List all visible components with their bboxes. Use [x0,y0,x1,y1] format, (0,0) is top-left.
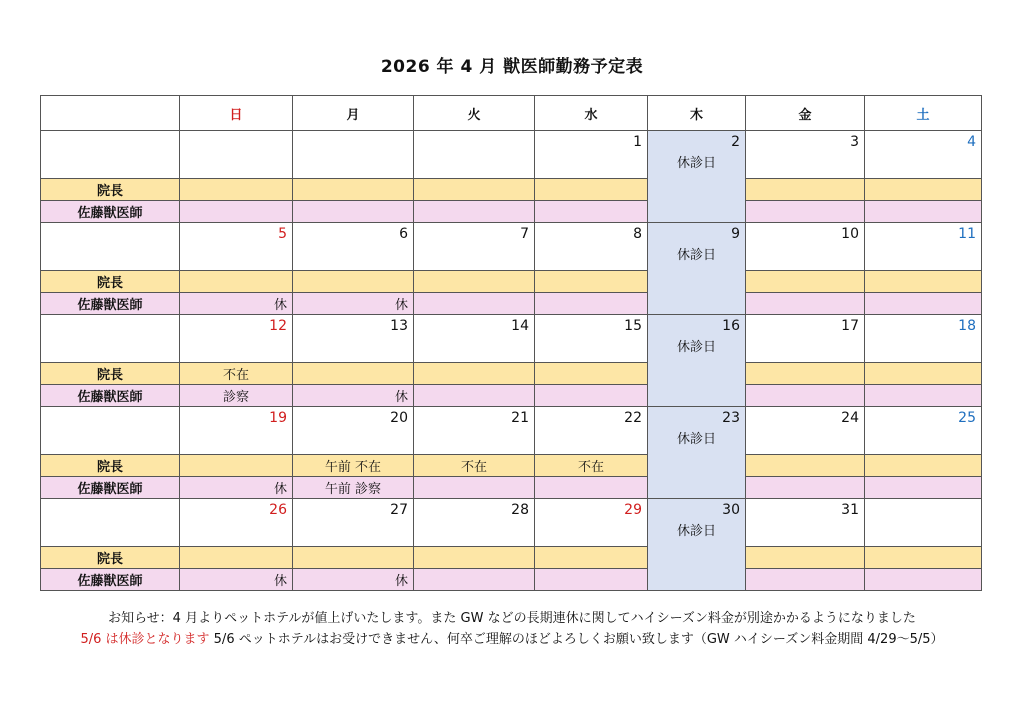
director-cell [293,179,414,201]
notice-line-2 [0,628,1024,647]
vet-cell: 休 [180,569,293,591]
closed-day-note: 休診日 [676,340,716,355]
director-cell [865,363,982,385]
row-label-empty [41,407,180,455]
vet-cell [414,569,535,591]
director-cell [180,547,293,569]
row-label-empty [41,223,180,271]
vet-cell [414,477,535,499]
director-cell: 不在 [180,363,293,385]
weekday-mon: 月 [293,96,414,131]
vet-label: 佐藤獣医師 [41,569,180,591]
director-cell: 午前 不在 [293,455,414,477]
week-4-director-row [41,455,982,477]
date-cell [865,499,982,547]
director-label: 院長 [41,179,180,201]
date-cell: 5 [180,223,293,271]
weekday-sat: 土 [865,96,982,131]
director-cell [535,363,648,385]
date-cell: 21 [414,407,535,455]
date-cell: 19 [180,407,293,455]
date-number: 30 [722,502,740,518]
director-cell [180,271,293,293]
pet-hotel-notice: 5/6 ペットホテルはお受けできません、何卒ご理解のほどよろしくお願い致します（GW ハイシーズン料金期間 4/29～5/5） [209,632,944,647]
date-cell: 3 [746,131,865,179]
date-cell: 22 [535,407,648,455]
date-cell [293,131,414,179]
row-label-empty [41,131,180,179]
director-cell [746,179,865,201]
date-number: 23 [722,410,740,426]
page-title: 2026 年 4 月 獣医師勤務予定表 [380,57,644,77]
thursday-closed-cell [648,131,746,223]
vet-cell [293,201,414,223]
date-cell: 7 [414,223,535,271]
director-label: 院長 [41,363,180,385]
weekday-thu: 木 [648,96,746,131]
week-3-date-row [41,315,982,363]
vet-cell [865,293,982,315]
week-1-vet-row [41,201,982,223]
vet-cell [535,477,648,499]
date-cell: 18 [865,315,982,363]
vet-cell [414,385,535,407]
vet-cell [865,569,982,591]
vet-cell: 休 [293,293,414,315]
director-cell: 不在 [535,455,648,477]
director-cell [414,363,535,385]
vet-cell [180,201,293,223]
vet-cell [746,569,865,591]
week-4-vet-row [41,477,982,499]
date-cell: 27 [293,499,414,547]
vet-cell [535,293,648,315]
vet-cell [414,293,535,315]
weekday-fri: 金 [746,96,865,131]
director-cell [865,455,982,477]
thursday-closed-cell [648,223,746,315]
date-cell [180,131,293,179]
closed-day-note: 休診日 [676,432,716,447]
director-label: 院長 [41,271,180,293]
director-label: 院長 [41,455,180,477]
week-2-date-row [41,223,982,271]
director-cell [865,547,982,569]
vet-label: 佐藤獣医師 [41,477,180,499]
date-cell [414,131,535,179]
weekday-tue: 火 [414,96,535,131]
vet-cell: 診察 [180,385,293,407]
director-cell [535,547,648,569]
vet-cell [865,385,982,407]
schedule-calendar [40,95,982,591]
director-cell [746,547,865,569]
director-cell [414,179,535,201]
date-cell: 4 [865,131,982,179]
vet-cell [535,201,648,223]
vet-cell: 休 [180,477,293,499]
director-cell [535,179,648,201]
vet-label: 佐藤獣医師 [41,385,180,407]
week-5-date-row [41,499,982,547]
vet-cell [535,385,648,407]
closed-day-note: 休診日 [676,156,716,171]
vet-cell [746,477,865,499]
closed-day-note: 休診日 [676,524,716,539]
director-cell [865,179,982,201]
vet-cell [414,201,535,223]
director-cell [414,271,535,293]
date-cell: 12 [180,315,293,363]
director-cell [746,363,865,385]
weekday-sun: 日 [180,96,293,131]
date-cell: 8 [535,223,648,271]
thursday-closed-cell [648,315,746,407]
vet-label: 佐藤獣医師 [41,201,180,223]
vet-cell [535,569,648,591]
header-corner [41,96,180,131]
vet-cell: 休 [180,293,293,315]
date-cell: 10 [746,223,865,271]
vet-cell [746,385,865,407]
director-cell [535,271,648,293]
week-1-date-row [41,131,982,179]
date-number: 16 [722,318,740,334]
date-cell: 31 [746,499,865,547]
date-cell: 24 [746,407,865,455]
date-cell: 14 [414,315,535,363]
vet-cell: 休 [293,385,414,407]
director-cell [865,271,982,293]
director-cell: 不在 [414,455,535,477]
week-1-director-row [41,179,982,201]
notice-line-1: お知らせ：4 月よりペットホテルが値上げいたします。また GW などの長期連休に関してハイシーズン料金が別途かかるようになりました [108,611,916,626]
date-cell: 17 [746,315,865,363]
date-cell: 28 [414,499,535,547]
date-cell: 15 [535,315,648,363]
vet-cell [746,293,865,315]
week-3-vet-row [41,385,982,407]
vet-cell [746,201,865,223]
date-number: 9 [731,226,740,242]
director-cell [414,547,535,569]
director-cell [180,455,293,477]
director-label: 院長 [41,547,180,569]
date-number: 2 [731,134,740,150]
director-cell [746,271,865,293]
week-5-vet-row [41,569,982,591]
week-5-director-row [41,547,982,569]
date-cell-holiday: 29 [535,499,648,547]
vet-label: 佐藤獣医師 [41,293,180,315]
weekday-wed: 水 [535,96,648,131]
date-cell: 25 [865,407,982,455]
week-2-director-row [41,271,982,293]
date-cell: 26 [180,499,293,547]
weekday-header-row [41,96,982,131]
director-cell [180,179,293,201]
thursday-closed-cell [648,499,746,591]
vet-cell: 休 [293,569,414,591]
week-3-director-row [41,363,982,385]
vet-cell [865,201,982,223]
director-cell [746,455,865,477]
week-2-vet-row [41,293,982,315]
date-cell: 1 [535,131,648,179]
week-4-date-row [41,407,982,455]
vet-cell [865,477,982,499]
date-cell: 13 [293,315,414,363]
closed-day-note: 休診日 [676,248,716,263]
closure-notice: 5/6 は休診となります [80,632,210,647]
date-cell: 6 [293,223,414,271]
date-cell: 20 [293,407,414,455]
director-cell [293,547,414,569]
row-label-empty [41,499,180,547]
thursday-closed-cell [648,407,746,499]
vet-cell: 午前 診察 [293,477,414,499]
row-label-empty [41,315,180,363]
director-cell [293,271,414,293]
director-cell [293,363,414,385]
date-cell: 11 [865,223,982,271]
